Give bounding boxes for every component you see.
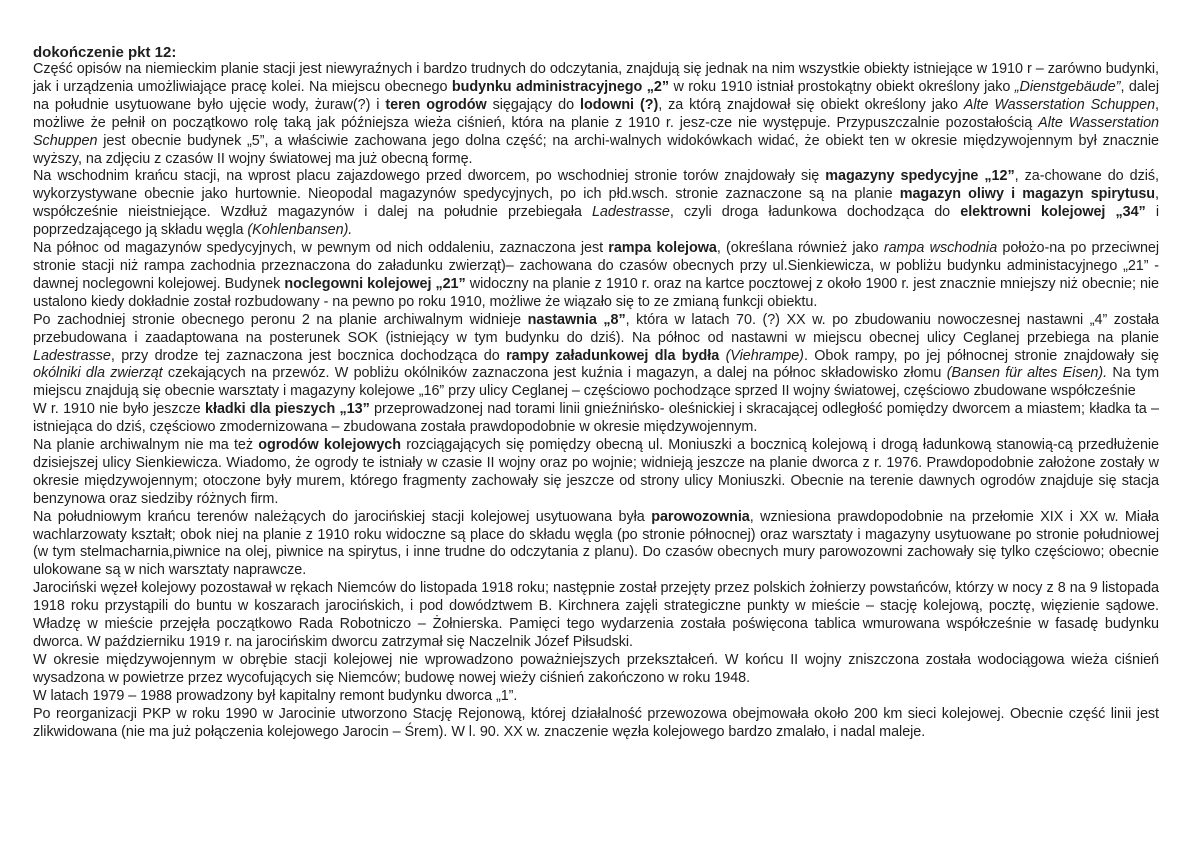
text-run: Na wschodnim krańcu stacji, na wprost placu zajazdowego przed dworcem, po wschodniej stronie torów znajdowały się	[33, 168, 826, 185]
text-run: , która w latach 70. (?) XX w. po zbudowaniu nowoczesnej nastawni „4” została przebudowana i zaadaptowana na posterunek SOK (istniejący w tym budynku do dziś). Na północ od nastawni w miejscu obecnej ulicy Ceglanej przebiega na planie	[33, 311, 1159, 346]
text-run: jest obecnie budynek „5”, a właściwie zachowana jego dolna część; na archi-walnych widokówkach widać, że obiekt ten w okresie międzywojennym był znacznie wyższy, na zdjęciu z czasów II wojny światowej ma już obecną formę.	[33, 132, 1159, 167]
text-run: przeprowadzonej nad torami linii gnieźnińsko- oleśnickiej i skracającej odległość pomiędzy dworcem a miastem; kładka ta – istniejąca do dziś, częściowo zmodernizowana – zbudowana została prawdopodobnie w okresie międzywojennym.	[33, 401, 1160, 436]
paragraph	[33, 312, 1159, 402]
paragraph	[33, 401, 1159, 437]
text-run: sięgający do	[486, 96, 580, 113]
italic-text: „Dienstgebäude”	[1014, 78, 1121, 95]
text-run: , współcześnie nieistniejące. Wzdłuż magazynów i dalej na południe przebiegała	[33, 186, 1159, 221]
italic-text: (Viehrampe)	[725, 347, 804, 364]
italic-text: Ladestrasse	[33, 347, 111, 364]
text-run: . Obok rampy, po jej północnej stronie znajdowały się	[803, 347, 1159, 364]
bold-text: teren ogrodów	[385, 96, 487, 113]
document-body	[33, 61, 1159, 741]
text-run: widoczny na planie z 1910 r. oraz na kartce pocztowej z około 1900 r. jest znacznie mniejszy niż obecnie; nie ustalono kiedy dokładnie został rozbudowany - na pewno po roku 1910, możliwe że wiązało się to ze zmianą funkcji obiektu.	[33, 275, 1160, 310]
text-run: , za-chowane do dziś, wykorzystywane obecnie jako hurtownie. Nieopodal magazynów spedycyjnych, po ich płd.wsch. stronie zaznaczone są na planie	[33, 168, 1160, 203]
bold-text: elektrowni kolejowej „34”	[960, 204, 1146, 221]
text-run: W okresie międzywojennym w obrębie stacji kolejowej nie wprowadzono poważniejszych przekształceń. W końcu II wojny zniszczona została wodociągowa wieża ciśnień wysadzona w powietrze przez wycofujących się Niemców; budowę nowej wieży ciśnień zakończono w roku 1948.	[33, 651, 1159, 686]
text-run: , za którą znajdował się obiekt określony jako	[658, 96, 964, 113]
text-run: rozciągających się pomiędzy obecną ul. Moniuszki a bocznicą kolejową i drogą ładunkową stanowią-cą przedłużenie dzisiejszej ulicy Sienkiewicza. Wiadomo, że ogrody te istniały w czasie II wojny oraz po wojnie; widnieją jeszcze na planie dworca z r. 1976. Prawdopodobnie założone zostały w okresie międzywojennym; otoczone były murem, którego fragmenty zachowały się jeszcze od strony ulicy Moniuszki. Obecnie na terenie dawnych ogrodów znajduje się stacja benzynowa oraz siedziby różnych firm.	[33, 437, 1159, 507]
paragraph	[33, 509, 1159, 581]
bold-text: magazyn oliwy i magazyn spirytusu	[899, 186, 1156, 203]
bold-text: nastawnia „8”	[527, 311, 626, 328]
paragraph	[33, 168, 1159, 240]
paragraph	[33, 61, 1159, 168]
text-run: Na południowym krańcu terenów należących do jarocińskiej stacji kolejowej usytuowana była	[33, 508, 652, 525]
text-run: , czyli droga ładunkowa dochodząca do	[669, 204, 961, 221]
text-run: Na tym miejscu znajdują się obecnie warsztaty i magazyny kolejowe „16” przy ulicy Ceglanej – częściowo pochodzące sprzed II wojny światowej, częściowo zbudowane współcześnie	[33, 365, 1160, 400]
text-run: Część opisów na niemieckim planie stacji jest niewyraźnych i bardzo trudnych do odczytania, znajdują się jednak na nim wszystkie obiekty istniejące w 1910 r – zarówno budynki, jak i urządzenia umożliwiające pracę kolei. Na miejscu obecnego	[33, 61, 1159, 95]
text-run: Jarociński węzeł kolejowy pozostawał w rękach Niemców do listopada 1918 roku; następnie został przejęty przez polskich żołnierzy powstańców, którzy w nocy z 8 na 9 listopada 1918 roku przystąpili do buntu w koszarach jarocińskich, i pod dowództwem B. Kirchnera zajęli strategiczne punkty w mieście – stację kolejową, pocztę, więzienie sądowe. Władzę w mieście przejęła początkowo Rada Robotniczo – Żołnierska. Pamięci tego wydarzenia została poświęcona tablica wmurowana współcześnie w fasadę budynku dworca. W październiku 1919 r. na jarocińskim dworcu zatrzymał się Naczelnik Józef Piłsudski.	[33, 580, 1159, 650]
text-run: Po reorganizacji PKP w roku 1990 w Jarocinie utworzono Stację Rejonową, której działalność przewozowa obejmowała około 200 km sieci kolejowej. Obecnie część linii jest zlikwidowana (nie ma już połączenia kolejowego Jarocin – Śrem). W l. 90. XX w. znaczenie węzła kolejowego bardzo zmalało, i nadal maleje.	[33, 705, 1159, 740]
paragraph	[33, 240, 1159, 312]
italic-text: (Bansen für altes Eisen).	[946, 365, 1108, 382]
text-run: położo-na po przeciwnej stronie stacji niż rampa zachodnia przeznaczona do załadunku zwierząt)– zachowana do czasów obecnych przy ul.Sienkiewicza, w pobliżu budynku administacyjnego „21” - dawnej noclegowni kolejowej. Budynek	[33, 240, 1160, 292]
bold-text: ogrodów kolejowych	[258, 437, 401, 454]
bold-text: parowozownia	[651, 508, 750, 525]
text-run: Na planie archiwalnym nie ma też	[33, 437, 259, 454]
text-run: Po zachodniej stronie obecnego peronu 2 na planie archiwalnym widnieje	[33, 311, 528, 328]
text-run: , dalej na południe usytuowane było ujęcie wody, żuraw(?) i	[33, 78, 1159, 113]
text-run: w roku 1910 istniał prostokątny obiekt określony jako	[669, 78, 1015, 95]
text-run: W r. 1910 nie było jeszcze	[33, 401, 206, 418]
paragraph	[33, 437, 1159, 509]
bold-text: rampy załadunkowej dla bydła	[506, 347, 720, 364]
text-run: i poprzedzającego ją składu węgla	[33, 204, 1159, 239]
text-run: czekających na przewóz. W pobliżu okólników zaznaczona jest kuźnia i magazyn, a dalej na północ składowisko złomu	[162, 365, 947, 382]
paragraph	[33, 652, 1159, 688]
section-heading: dokończenie pkt 12:	[33, 44, 177, 61]
italic-text: Alte Wasserstation Schuppen	[963, 96, 1156, 113]
text-run: W latach 1979 – 1988 prowadzony był kapitalny remont budynku dworca „1”.	[33, 687, 518, 704]
italic-text: (Kohlenbansen).	[247, 222, 353, 239]
paragraph	[33, 706, 1159, 742]
italic-text: Ladestrasse	[591, 204, 670, 221]
text-run: , (określana również jako	[716, 240, 884, 257]
italic-text: Alte Wasserstation Schuppen	[33, 114, 1159, 149]
bold-text: magazyny spedycyjne „12”	[825, 168, 1015, 185]
italic-text: okólniki dla zwierząt	[33, 365, 163, 382]
bold-text: budynku administracyjnego „2”	[451, 78, 669, 95]
paragraph	[33, 688, 1159, 706]
bold-text: rampa kolejowa	[608, 240, 717, 257]
text-run: , wzniesiona prawdopodobnie na przełomie XIX i XX w. Miała wachlarzowaty kształt; obok niej na planie z 1910 roku widoczne są place do składu węgla (po stronie północnej) oraz warsztaty i magazyny usytuowane po stronie południowej (w tym stelmacharnia,piwnice na olej, piwnice na spirytus, i inne trudne do odczytania z planu). Do czasów obecnych mury parowozowni zachowały się tylko częściowo; obecnie ulokowane są w nich warsztaty naprawcze.	[33, 508, 1159, 579]
italic-text: rampa wschodnia	[883, 240, 998, 257]
bold-text: kładki dla pieszych „13”	[205, 401, 370, 418]
bold-text: lodowni (?)	[580, 96, 659, 113]
text-run: , możliwe że pełnił on początkowo rolę taką jak późniejsza wieża ciśnień, która na planie z 1910 r. jesz-cze nie występuje. Przypuszczalnie pozostałością	[33, 96, 1159, 131]
text-run: Na północ od magazynów spedycyjnych, w pewnym od nich oddaleniu, zaznaczona jest	[33, 240, 609, 257]
bold-text: noclegowni kolejowej „21”	[284, 275, 466, 292]
text-run: , przy drodze tej zaznaczona jest bocznica dochodząca do	[110, 347, 507, 364]
paragraph	[33, 580, 1159, 652]
